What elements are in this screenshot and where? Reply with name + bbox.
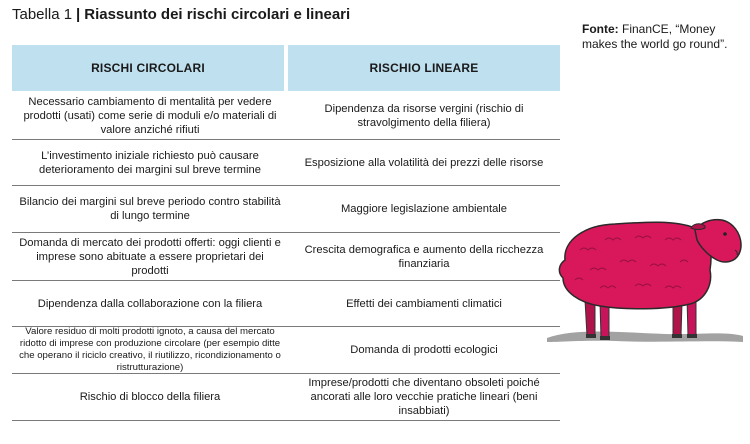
- cell-linear: Maggiore legislazione ambientale: [340, 203, 508, 215]
- cell-circular: Rischio di blocco della filiera: [79, 391, 221, 403]
- risk-table: [12, 45, 560, 421]
- title-separator: |: [76, 6, 81, 23]
- cell-circular: Domanda di mercato dei prodotti offerti: oggi clienti e imprese sono abituate a essere proprietari dei prodotti: [19, 236, 281, 277]
- table-row: [12, 327, 560, 374]
- cell-circular: Dipendenza dalla collaborazione con la filiera: [37, 297, 263, 310]
- table-row: [12, 140, 560, 186]
- cell-circular: Valore residuo di molti prodotti ignoto, a causa del mercato ridotto di imprese con produzione circolare (per esempio ditte che operano il riciclo creativo, il riutilizzo, ricondizionamento o ristrutturazione): [19, 326, 281, 373]
- table-heading: Riassunto dei rischi circolari e lineari: [84, 6, 351, 23]
- cell-linear: Effetti dei cambiamenti climatici: [346, 297, 502, 310]
- table-number: Tabella 1: [12, 6, 73, 23]
- cell-circular: Necessario cambiamento di mentalità per vedere prodotti (usati) come serie di moduli e/o materiali di valore anziché rifiuti: [23, 96, 277, 136]
- header-linear-risk: RISCHIO LINEARE: [288, 45, 560, 91]
- cell-linear: Dipendenza da risorse vergini (rischio di stravolgimento della filiera): [324, 103, 524, 129]
- sheep-icon: [545, 200, 745, 350]
- cell-circular: L’investimento iniziale richiesto può causare deterioramento dei margini sul breve termine: [39, 149, 261, 176]
- cell-linear: Domanda di prodotti ecologici: [350, 344, 498, 356]
- table-row: [12, 374, 560, 421]
- source-note: [582, 22, 742, 52]
- source-text: FinanCE, “Money makes the world go round”.: [582, 22, 728, 51]
- table-row: [12, 281, 560, 327]
- cell-linear: Crescita demografica e aumento della ricchezza finanziaria: [304, 243, 544, 270]
- table-row: [12, 186, 560, 233]
- table-row: [12, 233, 560, 281]
- header-circular-risks: RISCHI CIRCOLARI: [12, 45, 284, 91]
- cell-linear: Imprese/prodotti che diventano obsoleti poiché ancorati alle loro vecchie pratiche lineari (beni insabbiati): [308, 377, 540, 417]
- cell-linear: Esposizione alla volatilità dei prezzi delle risorse: [304, 156, 544, 169]
- table-header: [12, 45, 560, 91]
- cell-circular: Bilancio dei margini sul breve periodo contro stabilità di lungo termine: [19, 196, 281, 222]
- table-title: [12, 6, 350, 23]
- table-row: [12, 93, 560, 140]
- source-label: Fonte:: [582, 22, 619, 36]
